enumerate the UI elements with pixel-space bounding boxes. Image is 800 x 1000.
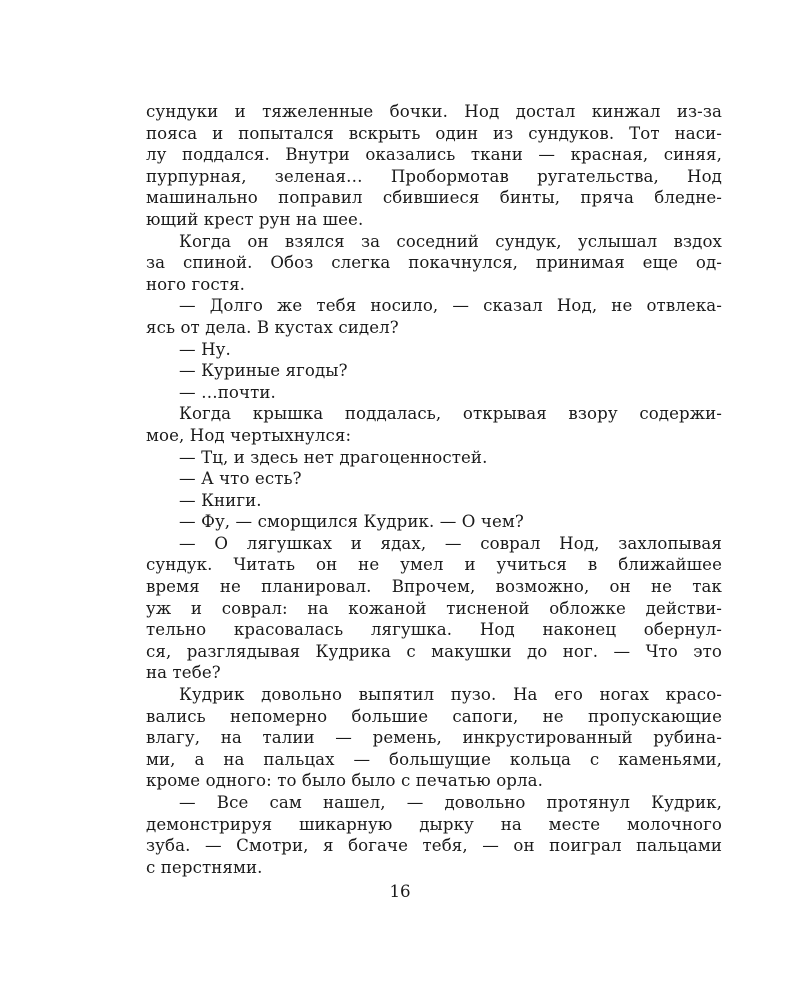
text-line: демонстрируя шикарную дырку на месте молочного	[146, 814, 722, 834]
text-line: лу поддался. Внутри оказались ткани — красная, синяя,	[146, 145, 722, 165]
text-line: ми, а на пальцах — большущие кольца с каменьями,	[146, 749, 722, 769]
text-line: за спиной. Обоз слегка покачнулся, принимая еще од-	[146, 253, 722, 273]
text-line: — Все сам нашел, — довольно протянул Кудрик,	[179, 793, 722, 812]
text-line: Когда он взялся за соседний сундук, услышал вздох	[179, 231, 722, 251]
text-line: ного гостя.	[146, 274, 246, 294]
text-line: сундуки и тяжеленные бочки. Нод достал кинжал из-за	[146, 102, 722, 121]
text-line: пурпурная, зеленая… Пробормотав ругательства, Нод	[146, 166, 722, 186]
text-line: пояса и попытался вскрыть один из сундуков. Тот наси-	[146, 123, 722, 143]
text-line: Когда крышка поддалась, открывая взору содержи-	[179, 404, 722, 424]
text-line: зуба. — Смотри, я богаче тебя, — он поиграл пальцами	[146, 836, 722, 856]
text-line: с перстнями.	[146, 857, 263, 877]
text-line: уж и соврал: на кожаной тисненой обложке действи-	[146, 598, 722, 618]
text-line: — Фу, — сморщился Кудрик. — О чем?	[179, 512, 524, 532]
text-line: тельно красовалась лягушка. Нод наконец обернул-	[146, 620, 722, 640]
text-line: на тебе?	[146, 663, 221, 683]
text-line: Кудрик довольно выпятил пузо. На его ногах красо-	[179, 685, 722, 705]
text-line: — Ну.	[179, 339, 231, 359]
text-line: ся, разглядывая Кудрика с макушки до ног. — Что это	[146, 641, 722, 661]
text-line: — Куриные ягоды?	[179, 361, 348, 381]
text-line: — Тц, и здесь нет драгоценностей.	[179, 447, 488, 467]
text-line: мое, Нод чертыхнулся:	[146, 425, 352, 445]
text-line: кроме одного: то было было с печатью орла.	[146, 771, 544, 791]
text-line: сундук. Читать он не умел и учиться в ближайшее	[146, 555, 722, 575]
text-line: машинально поправил сбившиеся бинты, пряча бледне-	[146, 188, 722, 208]
text-line: вались непомерно большие сапоги, не пропускающие	[146, 706, 722, 726]
text-line: — О лягушках и ядах, — соврал Нод, захлопывая	[179, 533, 722, 553]
text-line: ющий крест рун на шее.	[146, 209, 364, 229]
text-line: — Книги.	[179, 490, 262, 510]
text-line: время не планировал. Впрочем, возможно, он не так	[146, 577, 722, 597]
text-line: — …почти.	[179, 382, 276, 402]
page-number: 16	[389, 882, 411, 901]
text-line: — Долго же тебя носило, — сказал Нод, не отвлека-	[179, 296, 722, 316]
text-line: — А что есть?	[179, 469, 302, 489]
text-line: влагу, на талии — ремень, инкрустированный рубина-	[146, 728, 722, 748]
text-line: ясь от дела. В кустах сидел?	[146, 317, 399, 337]
book-page-text	[146, 101, 722, 878]
